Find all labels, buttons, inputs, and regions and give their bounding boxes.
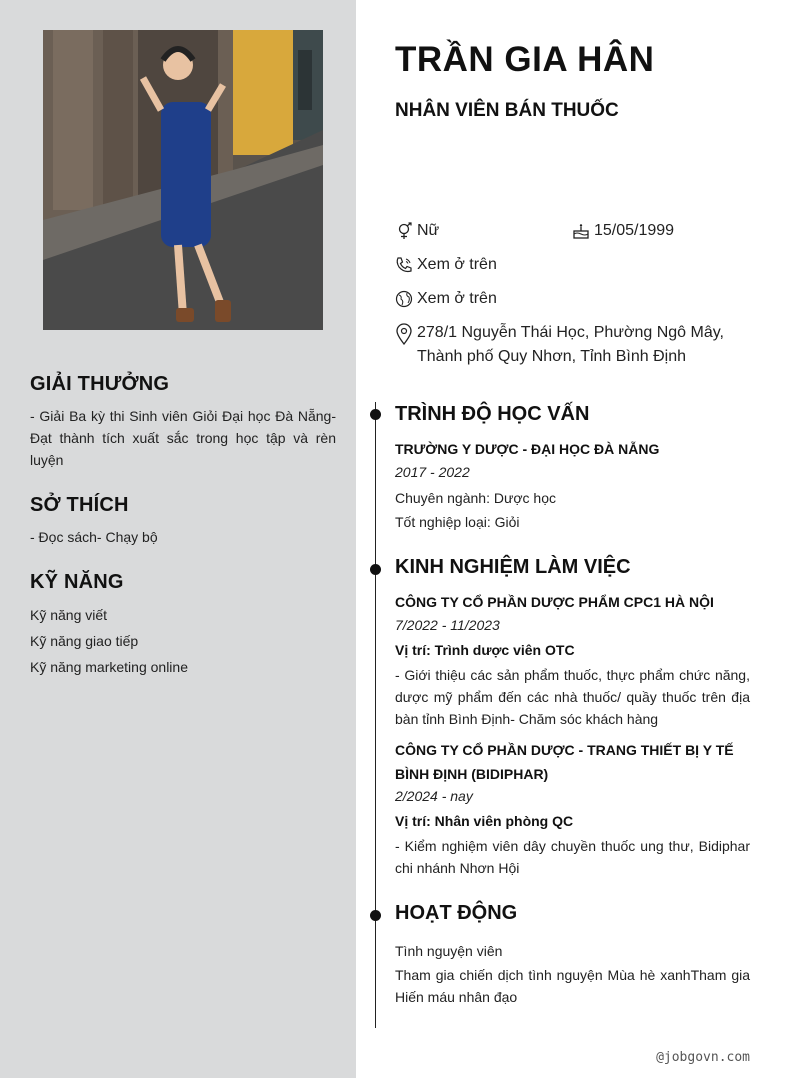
address-line-1: 278/1 Nguyễn Thái Học, Phường Ngô Mây, (417, 324, 724, 341)
phone-value: Xem ở trên (417, 256, 497, 273)
birthday-cake-icon (572, 222, 590, 240)
profile-photo (43, 30, 323, 330)
job-period: 7/2022 - 11/2023 (395, 617, 500, 633)
watermark: @jobgovn.com (656, 1050, 750, 1065)
timeline-dot (370, 910, 381, 921)
skills-heading: KỸ NĂNG (30, 571, 124, 593)
education-heading: TRÌNH ĐỘ HỌC VẤN (395, 403, 590, 425)
timeline-dot (370, 564, 381, 575)
education-period: 2017 - 2022 (395, 464, 470, 480)
skill-item: Kỹ năng marketing online (30, 659, 188, 675)
profile-photo-illustration (43, 30, 323, 330)
education-major: Chuyên ngành: Dược học (395, 490, 556, 506)
skill-item: Kỹ năng giao tiếp (30, 633, 139, 649)
activity-role: Tình nguyện viên (395, 943, 503, 959)
company-name: CÔNG TY CỔ PHẦN DƯỢC PHẨM CPC1 HÀ NỘI (395, 594, 714, 610)
job-position: Vị trí: Nhân viên phòng QC (395, 813, 574, 829)
hobbies-heading: SỞ THÍCH (30, 494, 129, 516)
awards-text: - Giải Ba kỳ thi Sinh viên Giỏi Đại học Đà Nẵng- Đạt thành tích xuất sắc trong học tập và rèn luyện (30, 408, 336, 468)
candidate-name: TRẦN GIA HÂN (395, 40, 655, 79)
hobbies-text: - Đọc sách- Chạy bộ (30, 529, 158, 545)
job-description: - Kiểm nghiệm viên dây chuyền thuốc ung thư, Bidiphar chi nhánh Nhơn Hội (395, 838, 750, 876)
job-position: Vị trí: Trình dược viên OTC (395, 642, 575, 658)
timeline-dot (370, 409, 381, 420)
education-grade: Tốt nghiệp loại: Giỏi (395, 514, 520, 530)
activity-description: Tham gia chiến dịch tình nguyện Mùa hè xanhTham gia Hiến máu nhân đạo (395, 967, 750, 1005)
school-name: TRƯỜNG Y DƯỢC - ĐẠI HỌC ĐÀ NẴNG (395, 441, 660, 457)
company-name: CÔNG TY CỔ PHẦN DƯỢC - TRANG THIẾT BỊ Y TẾ BÌNH ĐỊNH (BIDIPHAR) (395, 742, 734, 782)
experience-heading: KINH NGHIỆM LÀM VIỆC (395, 556, 631, 578)
globe-icon (395, 290, 413, 308)
job-period: 2/2024 - nay (395, 788, 473, 804)
gender-value: Nữ (417, 222, 440, 239)
address-line-2: Thành phố Quy Nhơn, Tỉnh Bình Định (417, 348, 687, 365)
skill-item: Kỹ năng viết (30, 607, 108, 623)
phone-icon (395, 256, 413, 274)
website-value: Xem ở trên (417, 290, 497, 307)
activities-heading: HOẠT ĐỘNG (395, 902, 518, 924)
awards-heading: GIẢI THƯỞNG (30, 373, 170, 395)
timeline-line (375, 402, 376, 1028)
job-description: - Giới thiệu các sản phẩm thuốc, thực phẩm chức năng, dược mỹ phẩm đến các nhà thuốc/ quầy thuốc trên địa bàn tỉnh Bình Định- Chăm sóc khách hàng (395, 667, 750, 727)
gender-icon (395, 222, 413, 240)
job-title: NHÂN VIÊN BÁN THUỐC (395, 100, 619, 121)
location-pin-icon (395, 323, 413, 345)
birthdate-value: 15/05/1999 (594, 222, 675, 239)
